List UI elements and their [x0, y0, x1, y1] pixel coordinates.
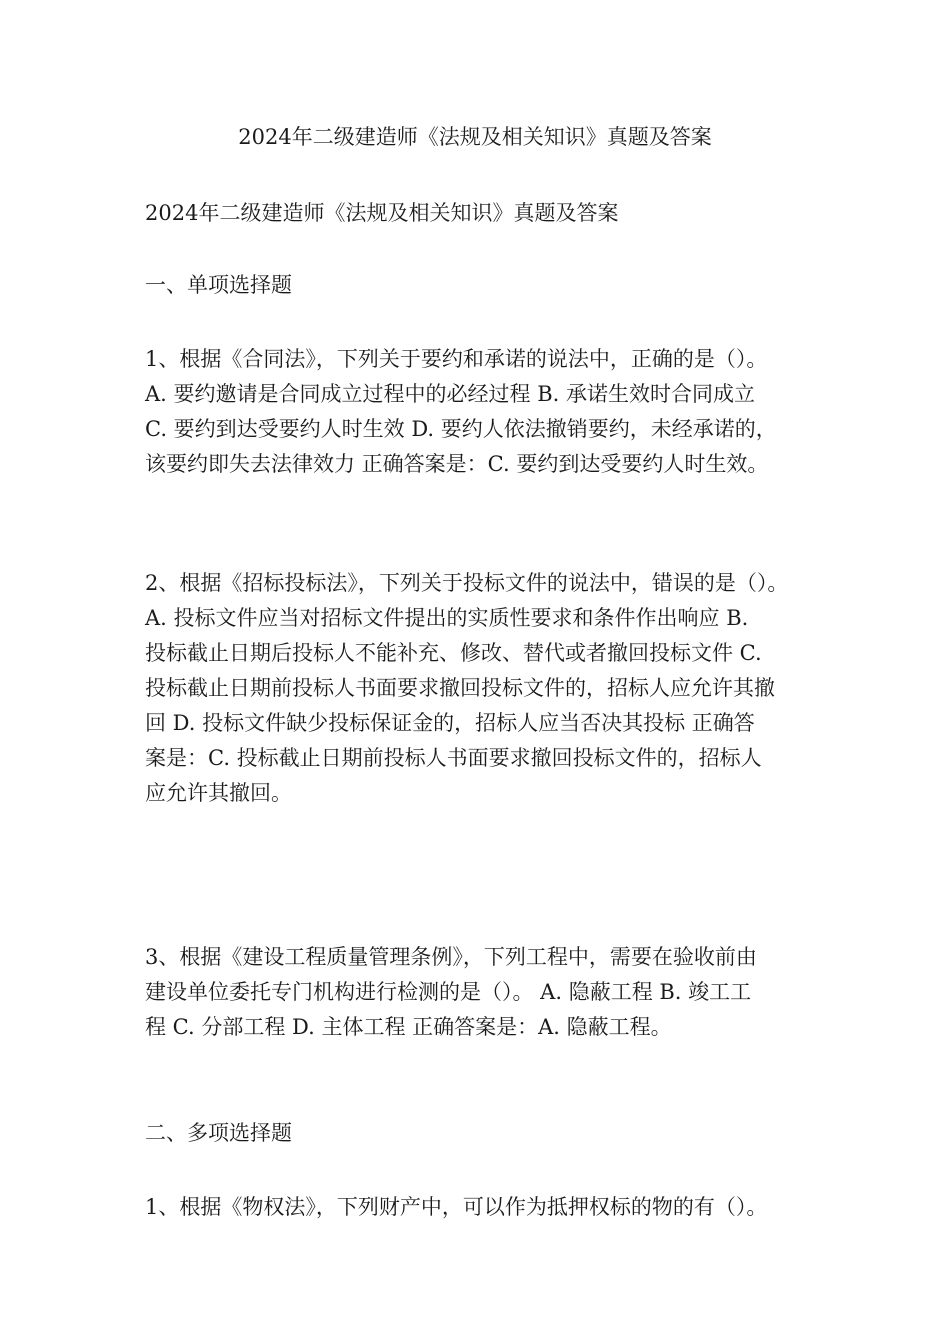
question-line: C. 要约到达受要约人时生效 D. 要约人依法撤销要约，未经承诺的， — [145, 417, 777, 441]
question-3-single — [145, 940, 810, 1045]
question-line: 应允许其撤回。 — [145, 781, 292, 805]
question-line: A. 要约邀请是合同成立过程中的必经过程 B. 承诺生效时合同成立 — [145, 382, 755, 406]
question-1-single — [145, 342, 810, 482]
question-line: 建设单位委托专门机构进行检测的是（）。 A. 隐蔽工程 B. 竣工工 — [145, 980, 752, 1004]
question-line: 该要约即失去法律效力 正确答案是：C. 要约到达受要约人时生效。 — [145, 452, 769, 476]
question-line: 投标截止日期后投标人不能补充、修改、替代或者撤回投标文件 C. — [145, 641, 762, 665]
question-line: 1、根据《合同法》，下列关于要约和承诺的说法中，正确的是（）。 — [145, 347, 768, 371]
document-title: 2024年二级建造师《法规及相关知识》真题及答案 — [238, 125, 712, 149]
section-heading-single-choice: 一、单项选择题 — [145, 273, 292, 297]
question-line: 投标截止日期前投标人书面要求撤回投标文件的，招标人应允许其撤 — [145, 676, 775, 700]
document-subtitle: 2024年二级建造师《法规及相关知识》真题及答案 — [145, 201, 619, 225]
question-line: 3、根据《建设工程质量管理条例》，下列工程中，需要在验收前由 — [145, 945, 757, 969]
question-1-multiple — [145, 1190, 810, 1225]
question-line: 2、根据《招标投标法》，下列关于投标文件的说法中，错误的是（）。 — [145, 571, 789, 595]
question-line: 案是：C. 投标截止日期前投标人书面要求撤回投标文件的，招标人 — [145, 746, 762, 770]
question-2-single — [145, 566, 810, 811]
question-line: 回 D. 投标文件缺少投标保证金的，招标人应当否决其投标 正确答 — [145, 711, 755, 735]
section-heading-multiple-choice: 二、多项选择题 — [145, 1121, 292, 1145]
question-line: 1、根据《物权法》，下列财产中，可以作为抵押权标的物的有（）。 — [145, 1195, 768, 1219]
question-line: A. 投标文件应当对招标文件提出的实质性要求和条件作出响应 B. — [145, 606, 749, 630]
question-line: 程 C. 分部工程 D. 主体工程 正确答案是：A. 隐蔽工程。 — [145, 1015, 672, 1039]
